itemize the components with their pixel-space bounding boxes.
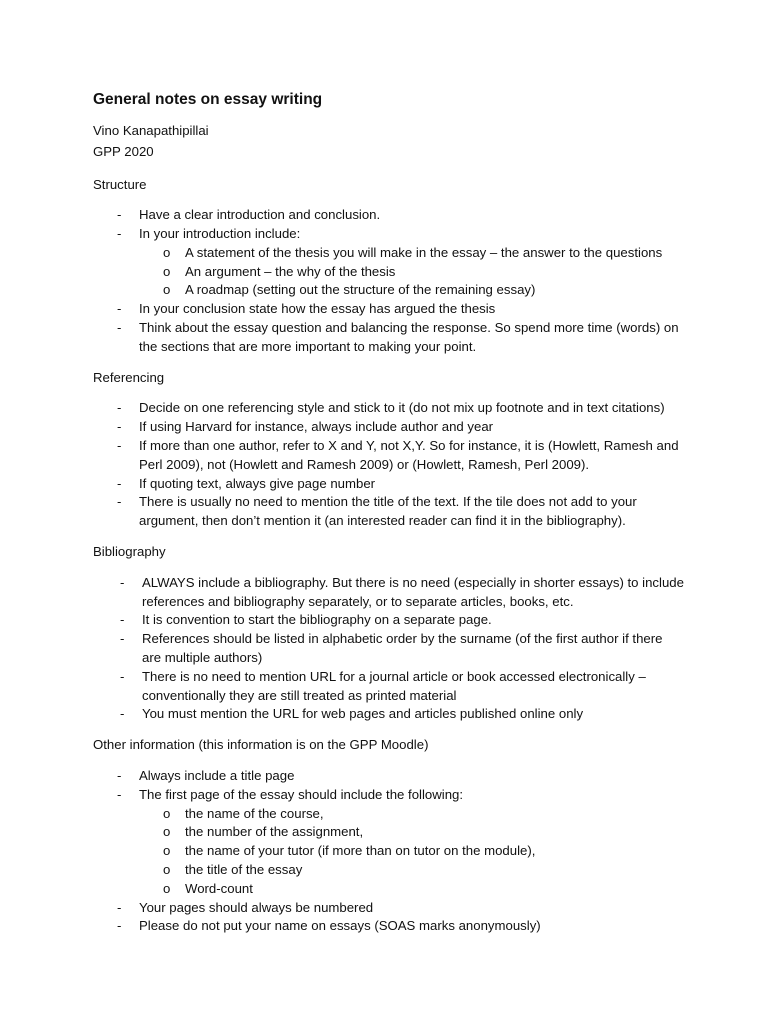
sub-list-item-text: An argument – the why of the thesis bbox=[185, 263, 396, 279]
section-heading-other-information: Other information (this information is on the GPP Moodle) bbox=[93, 737, 429, 753]
sub-bullet-marker: o bbox=[163, 263, 171, 279]
bullet-marker: - bbox=[117, 475, 122, 491]
list-item bbox=[93, 206, 684, 225]
list-item bbox=[93, 475, 684, 494]
sub-list-item-text: Word-count bbox=[185, 880, 253, 896]
referencing-list bbox=[93, 399, 684, 531]
section-heading-referencing: Referencing bbox=[93, 369, 165, 385]
sub-list-item-text: A statement of the thesis you will make in the essay – the answer to the questions bbox=[185, 244, 663, 260]
sub-bullet-marker: o bbox=[163, 862, 171, 877]
list-item bbox=[93, 668, 684, 706]
document-meta bbox=[93, 121, 684, 162]
bullet-marker: - bbox=[117, 786, 122, 802]
list-item bbox=[93, 574, 684, 612]
list-item bbox=[93, 399, 684, 418]
sub-bullet-marker: o bbox=[163, 880, 171, 896]
list-item-text: If more than one author, refer to X and Y, not X,Y. So for instance, it is (Howlett, Ramesh and Perl 2009), not (Howlett and Ramesh 2009) or (Howlett, Ramesh, Perl 2009). bbox=[139, 438, 679, 472]
section-heading-structure: Structure bbox=[93, 176, 147, 192]
list-item-text: Think about the essay question and balancing the response. So spend more time (words) on the sections that are more important to making your point. bbox=[139, 320, 679, 354]
list-item bbox=[93, 437, 684, 475]
bullet-marker: - bbox=[120, 574, 125, 590]
list-item-text: You must mention the URL for web pages and articles published online only bbox=[142, 706, 584, 722]
sub-list-item bbox=[93, 281, 684, 300]
bullet-marker: - bbox=[117, 301, 122, 317]
bullet-marker: - bbox=[117, 226, 122, 242]
bullet-marker: - bbox=[117, 438, 122, 454]
sub-list-item bbox=[93, 263, 684, 282]
bullet-marker: - bbox=[117, 419, 122, 435]
sub-list-item bbox=[93, 823, 684, 842]
list-item bbox=[93, 705, 684, 724]
bullet-marker: - bbox=[117, 400, 122, 416]
list-item-text: In your introduction include: bbox=[139, 226, 301, 242]
bullet-marker: - bbox=[120, 706, 125, 722]
section-other-information bbox=[93, 736, 684, 936]
sub-bullet-marker: o bbox=[163, 843, 171, 859]
sub-list-item-text: the name of the course, bbox=[185, 805, 324, 821]
list-item bbox=[93, 611, 684, 630]
bibliography-list bbox=[93, 574, 684, 724]
list-item bbox=[93, 767, 684, 786]
list-item bbox=[93, 493, 684, 531]
sub-list-item-text: the title of the essay bbox=[185, 862, 303, 877]
list-item-text: Always include a title page bbox=[139, 768, 295, 784]
list-item-text: Decide on one referencing style and stick to it (do not mix up footnote and in text citations) bbox=[139, 400, 665, 416]
sub-list-item-text: the number of the assignment, bbox=[185, 824, 364, 840]
list-item-text: ALWAYS include a bibliography. But there is no need (especially in shorter essays) to include references and bibliography separately, or to separate articles, books, etc. bbox=[142, 574, 684, 609]
sub-list-item-text: the name of your tutor (if more than on tutor on the module), bbox=[185, 843, 536, 859]
document-body bbox=[93, 90, 684, 936]
sub-list-item-text: A roadmap (setting out the structure of the remaining essay) bbox=[185, 282, 536, 298]
document-title: General notes on essay writing bbox=[93, 91, 323, 108]
section-heading-bibliography: Bibliography bbox=[93, 544, 166, 560]
sub-list-item bbox=[93, 842, 684, 861]
list-item-text: References should be listed in alphabetic order by the surname (of the first author if there are multiple authors) bbox=[142, 631, 663, 666]
sub-list-item bbox=[93, 861, 684, 880]
sub-list-item bbox=[93, 805, 684, 824]
sub-list-item bbox=[93, 880, 684, 899]
bullet-marker: - bbox=[117, 320, 122, 336]
sub-bullet-marker: o bbox=[163, 805, 171, 821]
section-bibliography bbox=[93, 543, 684, 724]
other-information-list bbox=[93, 767, 684, 936]
sub-bullet-marker: o bbox=[163, 282, 171, 298]
bullet-marker: - bbox=[117, 768, 122, 784]
list-item bbox=[93, 899, 684, 918]
author-name: Vino Kanapathipillai bbox=[93, 123, 209, 138]
list-item-text: Have a clear introduction and conclusion. bbox=[139, 207, 381, 223]
list-item bbox=[93, 786, 684, 805]
list-item-text: There is usually no need to mention the title of the text. If the tile does not add to your argument, then don’t mention it (an interested reader can find it in the bibliography). bbox=[139, 494, 637, 529]
list-item bbox=[93, 225, 684, 244]
list-item-text: Your pages should always be numbered bbox=[139, 899, 374, 915]
bullet-marker: - bbox=[120, 631, 125, 647]
bullet-marker: - bbox=[117, 918, 122, 934]
list-item bbox=[93, 630, 684, 668]
list-item-text: In your conclusion state how the essay has argued the thesis bbox=[139, 301, 496, 317]
sub-list-item bbox=[93, 244, 684, 263]
bullet-marker: - bbox=[120, 668, 125, 684]
sub-bullet-marker: o bbox=[163, 824, 171, 840]
list-item-text: It is convention to start the bibliography on a separate page. bbox=[142, 612, 492, 628]
bullet-marker: - bbox=[117, 494, 122, 510]
list-item bbox=[93, 418, 684, 437]
list-item-text: If using Harvard for instance, always include author and year bbox=[139, 419, 494, 435]
list-item-text: If quoting text, always give page number bbox=[139, 475, 376, 491]
sub-bullet-marker: o bbox=[163, 244, 171, 260]
structure-list bbox=[93, 206, 684, 356]
list-item bbox=[93, 319, 684, 357]
list-item-text: Please do not put your name on essays (SOAS marks anonymously) bbox=[139, 918, 541, 934]
list-item-text: There is no need to mention URL for a journal article or book accessed electronically – conventionally they are still treated as printed material bbox=[142, 668, 646, 703]
section-referencing bbox=[93, 369, 684, 531]
bullet-marker: - bbox=[117, 899, 122, 915]
bullet-marker: - bbox=[120, 612, 125, 628]
section-structure bbox=[93, 176, 684, 357]
course-label: GPP 2020 bbox=[93, 143, 154, 159]
bullet-marker: - bbox=[117, 207, 122, 223]
list-item bbox=[93, 300, 684, 319]
list-item bbox=[93, 917, 684, 936]
list-item-text: The first page of the essay should include the following: bbox=[139, 786, 464, 802]
